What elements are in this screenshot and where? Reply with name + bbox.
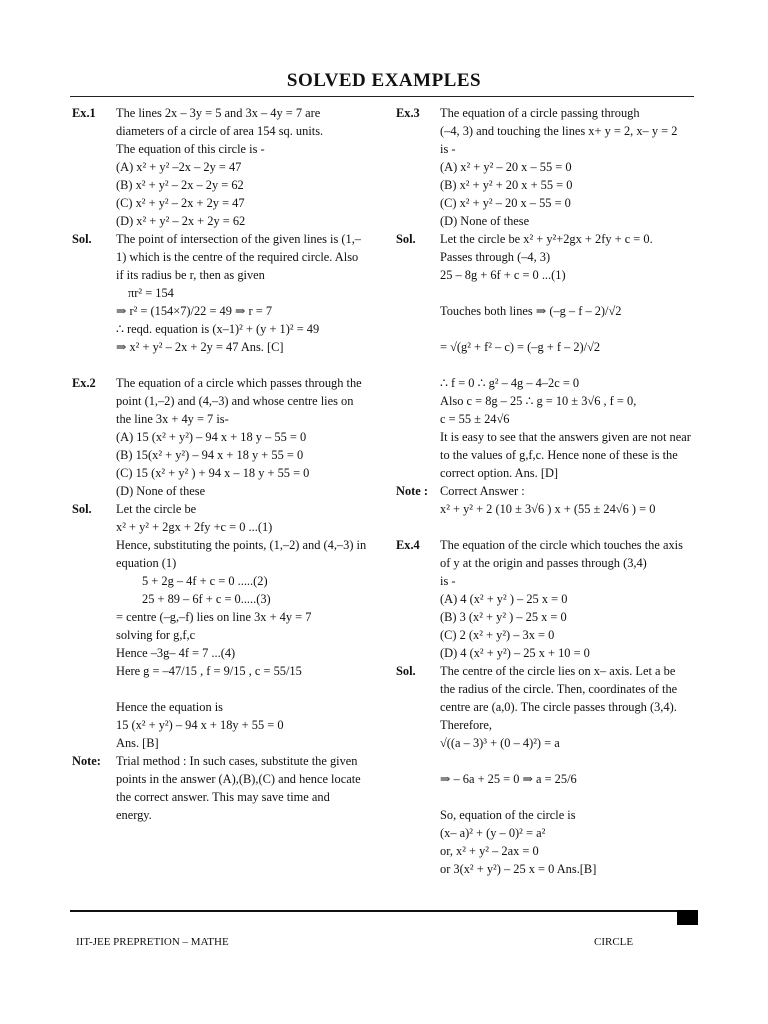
text-line bbox=[72, 500, 374, 518]
text-line bbox=[396, 590, 698, 608]
text-line bbox=[72, 698, 374, 716]
line-text: centre are (a,0). The circle passes through (3,4). bbox=[440, 700, 677, 714]
item-label: Note: bbox=[72, 754, 101, 768]
line-text: energy. bbox=[116, 808, 152, 822]
line-text: equation (1) bbox=[116, 556, 177, 570]
page-title: SOLVED EXAMPLES bbox=[286, 70, 482, 91]
text-line bbox=[396, 536, 698, 554]
line-text: the correct answer. This may save time and bbox=[116, 790, 330, 804]
text-line bbox=[72, 446, 374, 464]
text-line bbox=[72, 518, 374, 536]
item-label: Sol. bbox=[396, 232, 416, 246]
text-line bbox=[396, 122, 698, 140]
line-text: ⇒ r² = (154×7)/22 = 49 ⇒ r = 7 bbox=[116, 304, 273, 318]
page-corner-mark bbox=[677, 910, 698, 925]
text-line bbox=[72, 338, 374, 356]
text-line bbox=[396, 662, 698, 680]
text-line bbox=[396, 194, 698, 212]
text-line bbox=[72, 284, 374, 302]
line-text: Hence –3g– 4f = 7 ...(4) bbox=[116, 646, 236, 660]
line-text: The equation of the circle which touches the axis bbox=[440, 538, 683, 552]
line-text: ∴ reqd. equation is (x–1)² + (y + 1)² = 49 bbox=[116, 322, 320, 336]
line-text: (C) x² + y² – 20 x – 55 = 0 bbox=[440, 196, 571, 210]
text-line bbox=[72, 464, 374, 482]
item-label: Ex.4 bbox=[396, 538, 420, 552]
line-text: Hence, substituting the points, (1,–2) and (4,–3) in bbox=[116, 538, 367, 552]
text-line bbox=[396, 140, 698, 158]
line-text: = centre (–g,–f) lies on line 3x + 4y = 7 bbox=[116, 610, 312, 624]
line-text: (B) 15(x² + y²) – 94 x + 18 y + 55 = 0 bbox=[116, 448, 304, 462]
text-line bbox=[72, 716, 374, 734]
line-text: The lines 2x – 3y = 5 and 3x – 4y = 7 are bbox=[116, 106, 321, 120]
item-label: Sol. bbox=[72, 502, 92, 516]
text-line bbox=[72, 770, 374, 788]
text-line bbox=[396, 698, 698, 716]
item-label: Note : bbox=[396, 484, 428, 498]
text-line bbox=[396, 482, 698, 500]
footer-divider bbox=[70, 910, 698, 912]
text-line bbox=[396, 554, 698, 572]
line-text: Trial method : In such cases, substitute the given bbox=[116, 754, 358, 768]
text-line bbox=[72, 662, 374, 680]
text-line bbox=[396, 680, 698, 698]
line-text: points in the answer (A),(B),(C) and hence locate bbox=[116, 772, 361, 786]
text-line bbox=[396, 572, 698, 590]
text-line bbox=[396, 248, 698, 266]
line-text: The point of intersection of the given lines is (1,– bbox=[116, 232, 362, 246]
text-line bbox=[72, 158, 374, 176]
text-line bbox=[396, 716, 698, 734]
text-line bbox=[72, 590, 374, 608]
line-text: or 3(x² + y²) – 25 x = 0 Ans.[B] bbox=[440, 862, 597, 876]
text-line bbox=[72, 626, 374, 644]
text-line bbox=[72, 320, 374, 338]
text-line bbox=[72, 554, 374, 572]
line-text: (–4, 3) and touching the lines x+ y = 2, x– y = 2 bbox=[440, 124, 678, 138]
text-line bbox=[396, 608, 698, 626]
line-text: 25 + 89 – 6f + c = 0.....(3) bbox=[142, 592, 271, 606]
line-text: 1) which is the centre of the required circle. Also bbox=[116, 250, 359, 264]
line-text: the radius of the circle. Then, coordinates of the bbox=[440, 682, 678, 696]
title-divider bbox=[70, 96, 694, 97]
line-text: 25 – 8g + 6f + c = 0 ...(1) bbox=[440, 268, 566, 282]
text-line bbox=[396, 824, 698, 842]
line-text bbox=[116, 356, 374, 374]
line-text bbox=[440, 320, 698, 338]
text-line bbox=[72, 644, 374, 662]
line-text: is - bbox=[440, 142, 456, 156]
line-text: (A) 4 (x² + y² ) – 25 x = 0 bbox=[440, 592, 568, 606]
line-text: (B) x² + y² + 20 x + 55 = 0 bbox=[440, 178, 573, 192]
line-text bbox=[440, 356, 698, 374]
text-line bbox=[72, 680, 374, 698]
text-line bbox=[72, 572, 374, 590]
text-line bbox=[396, 266, 698, 284]
item-label: Ex.2 bbox=[72, 376, 96, 390]
text-line bbox=[396, 446, 698, 464]
line-text: (A) x² + y² – 20 x – 55 = 0 bbox=[440, 160, 572, 174]
text-line bbox=[396, 806, 698, 824]
line-text: πr² = 154 bbox=[128, 286, 174, 300]
line-text: c = 55 ± 24√6 bbox=[440, 412, 510, 426]
line-text: Ans. [B] bbox=[116, 736, 159, 750]
text-line bbox=[396, 104, 698, 122]
text-line bbox=[72, 806, 374, 824]
text-line bbox=[396, 212, 698, 230]
text-line bbox=[72, 248, 374, 266]
line-text: ⇒ – 6a + 25 = 0 ⇒ a = 25/6 bbox=[440, 772, 577, 786]
line-text bbox=[440, 518, 698, 536]
line-text: ∴ f = 0 ∴ g² – 4g – 4–2c = 0 bbox=[440, 376, 580, 390]
text-line bbox=[72, 788, 374, 806]
line-text: Touches both lines ⇒ (–g – f – 2)/√2 bbox=[440, 304, 622, 318]
text-line bbox=[72, 410, 374, 428]
text-line bbox=[396, 302, 698, 320]
line-text: So, equation of the circle is bbox=[440, 808, 576, 822]
line-text: diameters of a circle of area 154 sq. units. bbox=[116, 124, 324, 138]
text-line bbox=[396, 644, 698, 662]
line-text: solving for g,f,c bbox=[116, 628, 196, 642]
line-text: of y at the origin and passes through (3,4) bbox=[440, 556, 647, 570]
right-column bbox=[396, 104, 698, 878]
text-line bbox=[72, 104, 374, 122]
text-line bbox=[396, 734, 698, 752]
line-text: Hence the equation is bbox=[116, 700, 224, 714]
text-line bbox=[396, 356, 698, 374]
text-line bbox=[396, 338, 698, 356]
line-text: (B) x² + y² – 2x – 2y = 62 bbox=[116, 178, 244, 192]
line-text: to the values of g,f,c. Hence none of these is the bbox=[440, 448, 678, 462]
line-text: The equation of this circle is - bbox=[116, 142, 265, 156]
text-line bbox=[72, 392, 374, 410]
text-line bbox=[72, 428, 374, 446]
text-line bbox=[396, 392, 698, 410]
text-line bbox=[396, 176, 698, 194]
line-text: Here g = –47/15 , f = 9/15 , c = 55/15 bbox=[116, 664, 302, 678]
text-line bbox=[72, 176, 374, 194]
item-label: Ex.3 bbox=[396, 106, 420, 120]
text-line bbox=[72, 122, 374, 140]
text-line bbox=[72, 266, 374, 284]
text-line bbox=[72, 374, 374, 392]
text-line bbox=[72, 734, 374, 752]
line-text: 15 (x² + y²) – 94 x + 18y + 55 = 0 bbox=[116, 718, 284, 732]
text-line bbox=[396, 428, 698, 446]
text-line bbox=[72, 140, 374, 158]
text-line bbox=[396, 518, 698, 536]
line-text: if its radius be r, then as given bbox=[116, 268, 265, 282]
text-line bbox=[72, 482, 374, 500]
item-label: Sol. bbox=[72, 232, 92, 246]
line-text: (C) x² + y² – 2x + 2y = 47 bbox=[116, 196, 245, 210]
line-text: The equation of a circle passing through bbox=[440, 106, 640, 120]
text-line bbox=[396, 770, 698, 788]
text-line bbox=[72, 302, 374, 320]
line-text: Correct Answer : bbox=[440, 484, 525, 498]
text-line bbox=[396, 860, 698, 878]
line-text: (B) 3 (x² + y² ) – 25 x = 0 bbox=[440, 610, 567, 624]
line-text: Also c = 8g – 25 ∴ g = 10 ± 3√6 , f = 0, bbox=[440, 394, 637, 408]
text-line bbox=[72, 356, 374, 374]
text-line bbox=[72, 752, 374, 770]
text-line bbox=[396, 284, 698, 302]
line-text: or, x² + y² – 2ax = 0 bbox=[440, 844, 539, 858]
text-line bbox=[72, 536, 374, 554]
left-column bbox=[72, 104, 374, 824]
line-text: (D) None of these bbox=[116, 484, 206, 498]
line-text: x² + y² + 2gx + 2fy +c = 0 ...(1) bbox=[116, 520, 273, 534]
footer-chapter: CIRCLE bbox=[594, 936, 634, 948]
line-text bbox=[440, 284, 698, 302]
line-text bbox=[116, 680, 374, 698]
text-line bbox=[396, 320, 698, 338]
text-line bbox=[396, 410, 698, 428]
text-line bbox=[72, 194, 374, 212]
text-line bbox=[396, 752, 698, 770]
line-text: point (1,–2) and (4,–3) and whose centre lies on bbox=[116, 394, 354, 408]
line-text: (C) 15 (x² + y² ) + 94 x – 18 y + 55 = 0 bbox=[116, 466, 310, 480]
line-text: √((a – 3)³ + (0 – 4)²) = a bbox=[440, 736, 560, 750]
line-text bbox=[440, 788, 698, 806]
item-label: Ex.1 bbox=[72, 106, 96, 120]
line-text: (D) 4 (x² + y²) – 25 x + 10 = 0 bbox=[440, 646, 590, 660]
text-line bbox=[396, 158, 698, 176]
text-line bbox=[396, 464, 698, 482]
footer-course: IIT-JEE PREPRETION – MATHE bbox=[76, 936, 229, 948]
line-text: (C) 2 (x² + y²) – 3x = 0 bbox=[440, 628, 555, 642]
line-text: ⇒ x² + y² – 2x + 2y = 47 Ans. [C] bbox=[116, 340, 284, 354]
line-text: (x– a)² + (y – 0)² = a² bbox=[440, 826, 546, 840]
line-text: (D) x² + y² – 2x + 2y = 62 bbox=[116, 214, 246, 228]
text-line bbox=[396, 842, 698, 860]
line-text bbox=[440, 752, 698, 770]
line-text: Therefore, bbox=[440, 718, 492, 732]
text-line bbox=[396, 788, 698, 806]
line-text: the line 3x + 4y = 7 is- bbox=[116, 412, 229, 426]
line-text: Let the circle be bbox=[116, 502, 197, 516]
text-line bbox=[396, 374, 698, 392]
line-text: (A) x² + y² –2x – 2y = 47 bbox=[116, 160, 242, 174]
line-text: Passes through (–4, 3) bbox=[440, 250, 551, 264]
line-text: (D) None of these bbox=[440, 214, 530, 228]
line-text: correct option. Ans. [D] bbox=[440, 466, 559, 480]
line-text: 5 + 2g – 4f + c = 0 .....(2) bbox=[142, 574, 268, 588]
line-text: is - bbox=[440, 574, 456, 588]
text-line bbox=[72, 230, 374, 248]
line-text: Let the circle be x² + y²+2gx + 2fy + c = 0. bbox=[440, 232, 653, 246]
text-line bbox=[72, 608, 374, 626]
text-line bbox=[396, 500, 698, 518]
line-text: The equation of a circle which passes through the bbox=[116, 376, 362, 390]
line-text: x² + y² + 2 (10 ± 3√6 ) x + (55 ± 24√6 ) = 0 bbox=[440, 502, 656, 516]
line-text: = √(g² + f² – c) = (–g + f – 2)/√2 bbox=[440, 340, 601, 354]
text-line bbox=[396, 230, 698, 248]
line-text: The centre of the circle lies on x– axis. Let a be bbox=[440, 664, 676, 678]
line-text: It is easy to see that the answers given are not near bbox=[440, 430, 691, 444]
item-label: Sol. bbox=[396, 664, 416, 678]
text-line bbox=[396, 626, 698, 644]
line-text: (A) 15 (x² + y²) – 94 x + 18 y – 55 = 0 bbox=[116, 430, 307, 444]
text-line bbox=[72, 212, 374, 230]
